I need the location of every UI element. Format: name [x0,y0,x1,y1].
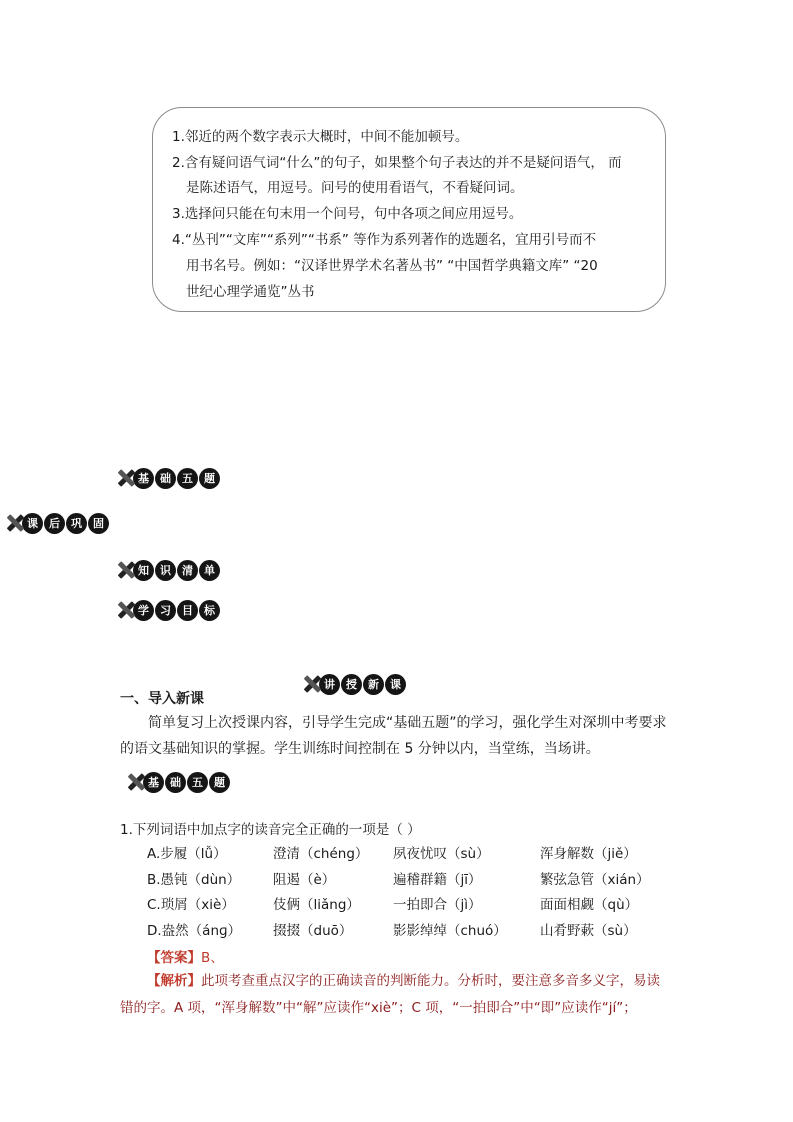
question-stem: 1.下列词语中加点字的读音完全正确的一项是（ ） [120,822,421,838]
badge-char: 基 [143,772,164,793]
answer-line [147,946,224,966]
answer-value: B、 [201,950,224,966]
badge-xuexi-mubiao [117,599,220,621]
badge-char: 授 [341,674,362,695]
badge-char: 新 [363,674,384,695]
badge-char: 题 [199,468,220,489]
badge-jiangshou-xinke [303,673,406,695]
rule-4-line1: 4.“丛刊”“文库”“系列”“书系” 等作为系列著作的选题名，宜用引号而不 [172,232,597,248]
badge-char: 讲 [319,674,340,695]
badge-jichu-wuti-mid [127,771,230,793]
badge-char: 知 [133,560,154,581]
option-b-1: B.愚钝（dùn） [147,872,241,888]
badge-jichu-wuti-top [117,467,220,489]
badge-char: 础 [155,468,176,489]
badge-char: 习 [155,600,176,621]
badge-char: 识 [155,560,176,581]
badge-char: 课 [22,513,43,534]
badge-char: 五 [187,772,208,793]
option-c-2: 伎俩（liǎng） [273,897,360,913]
badge-kehou-gonggu [6,512,109,534]
analysis-text-1: 此项考查重点汉字的正确读音的判断能力。分析时，要注意多音多义字，易读 [201,973,660,989]
badge-char: 后 [44,513,65,534]
x-mark-icon [127,773,145,791]
intro-paragraph-line1: 简单复习上次授课内容，引导学生完成“基础五题”的学习，强化学生对深圳中考要求 [148,715,667,731]
option-c-3: 一拍即合（jì） [393,897,482,913]
badge-char: 单 [199,560,220,581]
option-b-3: 遍稽群籍（jī） [393,872,482,888]
badge-char: 课 [385,674,406,695]
intro-paragraph-line2: 的语文基础知识的掌握。学生训练时间控制在 5 分钟以内，当堂练，当场讲。 [120,741,600,757]
badge-zhishi-qingdan [117,559,220,581]
x-mark-icon [117,561,135,579]
x-mark-icon [117,601,135,619]
section-heading: 一、导入新课 [120,691,204,707]
badge-char: 础 [165,772,186,793]
option-b-4: 繁弦急管（xián） [540,872,650,888]
option-d-2: 掇掇（duō） [273,923,353,939]
rule-4-line3: 世纪心理学通览”丛书 [186,284,315,300]
badge-char: 题 [209,772,230,793]
option-d-3: 影影绰绰（chuó） [393,923,507,939]
analysis-tag: 【解析】 [147,973,201,989]
analysis-line2: 错的字。A 项，“浑身解数”中“解”应读作“xiè”；C 项，“一拍即合”中“即”应读作“jí”； [120,1000,637,1016]
option-a-4: 浑身解数（jiě） [540,846,637,862]
rules-box [152,107,666,312]
x-mark-icon [6,514,24,532]
option-a-1: A.步履（lǚ） [147,846,227,862]
x-mark-icon [117,469,135,487]
badge-char: 五 [177,468,198,489]
option-a-2: 澄清（chéng） [273,846,369,862]
badge-char: 学 [133,600,154,621]
badge-char: 清 [177,560,198,581]
rule-3: 3.选择问只能在句末用一个问号，句中各项之间应用逗号。 [172,206,523,222]
badge-char: 标 [199,600,220,621]
badge-char: 基 [133,468,154,489]
analysis-line1 [147,968,660,994]
option-d-1: D.盎然（ánɡ） [147,923,242,939]
rule-1: 1.邻近的两个数字表示大概时，中间不能加顿号。 [172,129,469,145]
rule-2-line1: 2.含有疑问语气词“什么”的句子，如果整个句子表达的并不是疑问语气， 而 [172,155,622,171]
badge-char: 固 [88,513,109,534]
option-b-2: 阻遏（è） [273,872,336,888]
answer-tag: 【答案】 [147,950,201,966]
rule-4-line2: 用书名号。例如：“汉译世界学术名著丛书” “中国哲学典籍文库” “20 [186,258,598,274]
option-d-4: 山肴野蔌（sù） [540,923,637,939]
badge-char: 巩 [66,513,87,534]
rule-2-line2: 是陈述语气，用逗号。问号的使用看语气，不看疑问词。 [186,180,524,196]
option-c-4: 面面相觑（qù） [540,897,639,913]
badge-char: 目 [177,600,198,621]
option-c-1: C.琐屑（xiè） [147,897,235,913]
option-a-3: 夙夜忧叹（sù） [393,846,490,862]
x-mark-icon [303,675,321,693]
